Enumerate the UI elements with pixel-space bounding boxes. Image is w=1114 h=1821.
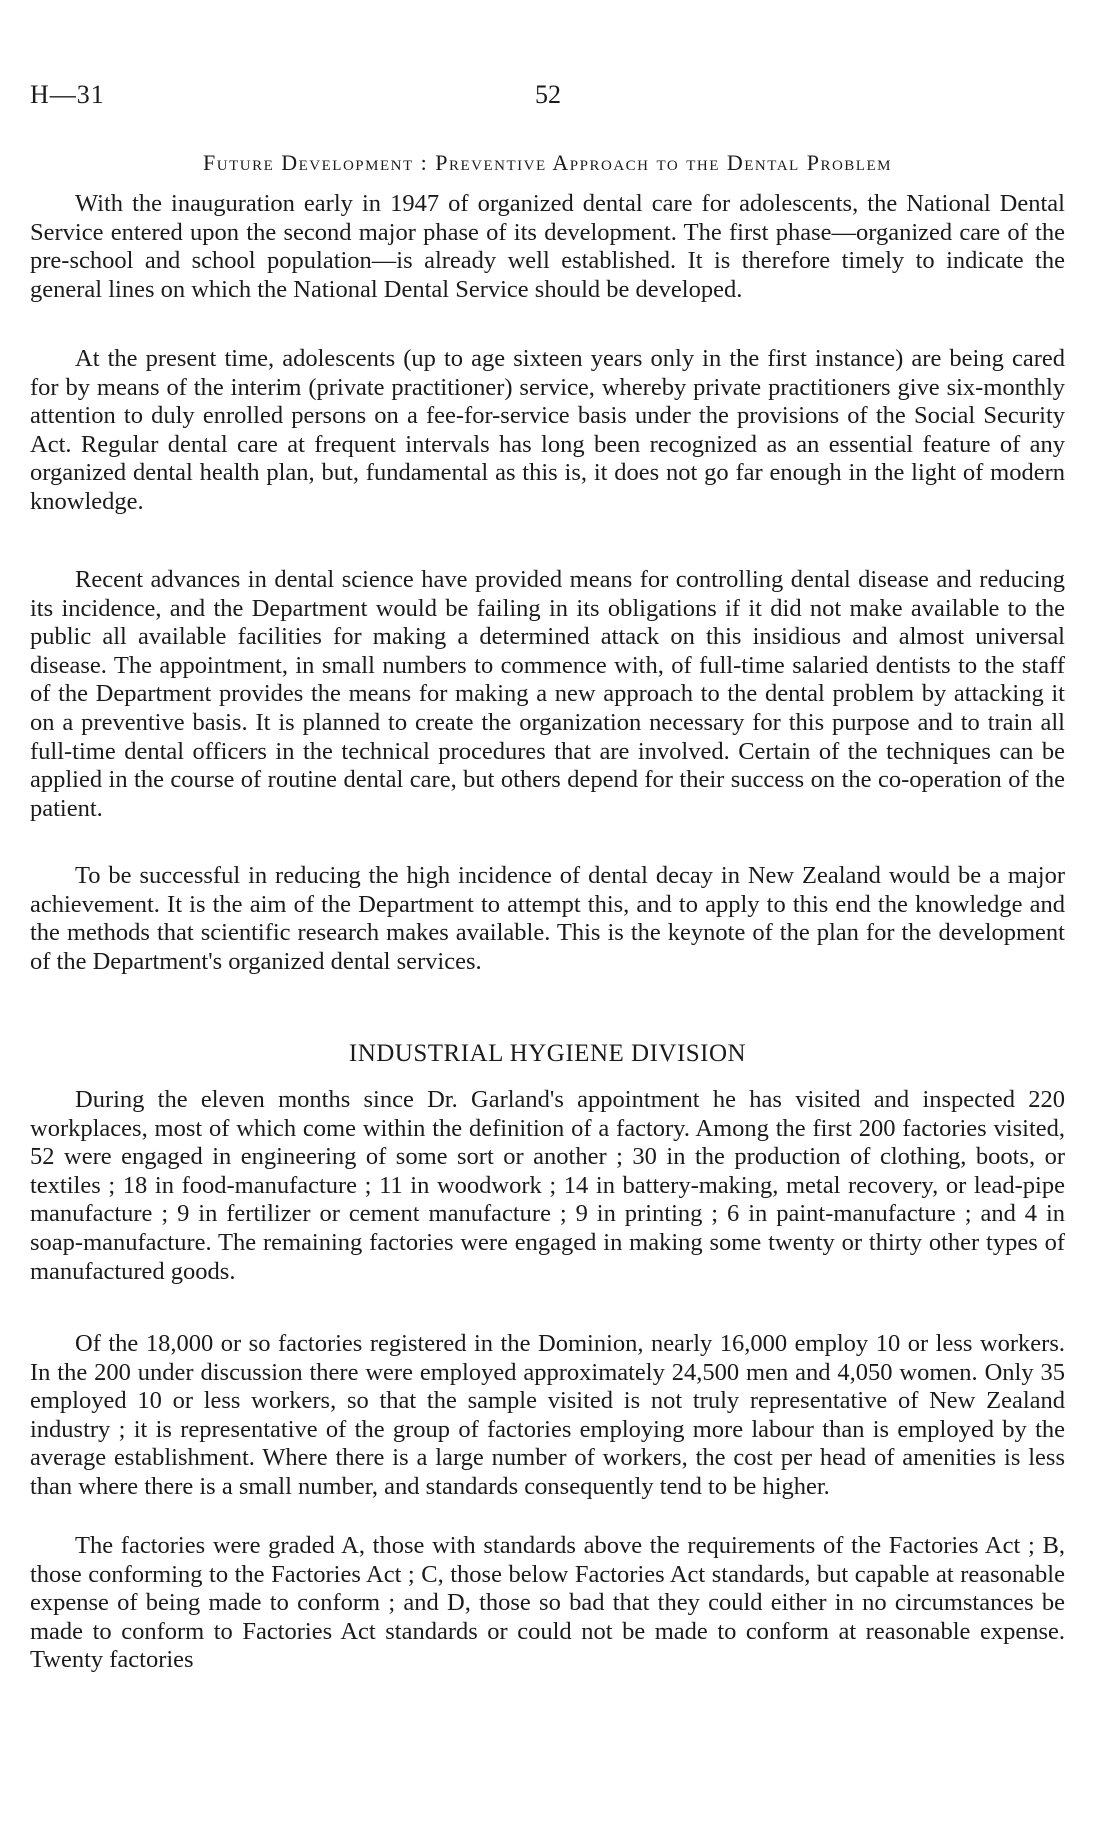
- section-paragraph-2: [30, 345, 1065, 517]
- section-paragraph-3: [30, 566, 1065, 823]
- section-paragraph-1: [30, 190, 1065, 304]
- page-reference: H—31: [30, 80, 105, 109]
- paragraph-text: Recent advances in dental science have provided means for controlling dental disease and reducing its incidence, and the Department would be failing in its obligations if it did not make available to the public all available facilities for making a determined attack on this insidious and almost universal disease. The appointment, in small numbers to commence with, of full-time salaried dentists to the staff of the Department provides the means for making a new approach to the dental problem by attacking it on a preventive basis. It is planned to create the organization necessary for this purpose and to train all full-time dental officers in the technical procedures that are involved. Certain of the techniques can be applied in the course of routine dental care, but others depend for their success on the co-operation of the patient.: [30, 566, 1065, 822]
- division-paragraph-2: [30, 1330, 1065, 1502]
- paragraph-text: With the inauguration early in 1947 of organized dental care for adolescents, the National Dental Service entered upon the second major phase of its development. The first phase—organized care of the pre-school and school population—is already well established. It is therefore timely to indicate the general lines on which the National Dental Service should be developed.: [30, 190, 1065, 303]
- division-heading: INDUSTRIAL HYGIENE DIVISION: [348, 1040, 747, 1067]
- division-paragraph-3: [30, 1532, 1065, 1675]
- page-number: 52: [535, 80, 561, 109]
- division-paragraph-1: [30, 1086, 1065, 1286]
- paragraph-text: The factories were graded A, those with standards above the requirements of the Factories Act ; B, those conforming to the Factories Act ; C, those below Factories Act standards, but capable at reasonable expense of being made to conform ; and D, those so bad that they could either in no circumstances be made to conform to Factories Act standards or could not be made to conform at reasonable expense. Twenty factories: [30, 1532, 1065, 1674]
- paragraph-text: During the eleven months since Dr. Garland's appointment he has visited and inspected 220 workplaces, most of which come within the definition of a factory. Among the first 200 factories visited, 52 were engaged in engineering of some sort or another ; 30 in the production of clothing, boots, or textiles ; 18 in food-manufacture ; 11 in woodwork ; 14 in battery-making, metal recovery, or lead-pipe manufacture ; 9 in fertilizer or cement manufacture ; 9 in printing ; 6 in paint-manufacture ; and 4 in soap-manufacture. The remaining factories were engaged in making some twenty or thirty other types of manufactured goods.: [30, 1086, 1065, 1285]
- section-paragraph-4: [30, 862, 1065, 976]
- paragraph-text: At the present time, adolescents (up to age sixteen years only in the first instance) are being cared for by means of the interim (private practitioner) service, whereby private practitioners give six-monthly attention to duly enrolled persons on a fee-for-service basis under the provisions of the Social Security Act. Regular dental care at frequent intervals has long been recognized as an essential feature of any organized dental health plan, but, fundamental as this is, it does not go far enough in the light of modern knowledge.: [30, 345, 1065, 515]
- paragraph-text: To be successful in reducing the high incidence of dental decay in New Zealand would be a major achievement. It is the aim of the Department to attempt this, and to apply to this end the knowledge and the methods that scientific research makes available. This is the keynote of the plan for the development of the Department's organized dental services.: [30, 862, 1065, 975]
- section-heading: Future Development : Preventive Approach to the Dental Problem: [203, 150, 892, 175]
- paragraph-text: Of the 18,000 or so factories registered in the Dominion, nearly 16,000 employ 10 or less workers. In the 200 under discussion there were employed approximately 24,500 men and 4,050 women. Only 35 employed 10 or less workers, so that the sample visited is not truly representative of New Zealand industry ; it is representative of the group of factories employing more labour than is employed by the average establishment. Where there is a large number of workers, the cost per head of amenities is less than where there is a small number, and standards consequently tend to be higher.: [30, 1330, 1065, 1500]
